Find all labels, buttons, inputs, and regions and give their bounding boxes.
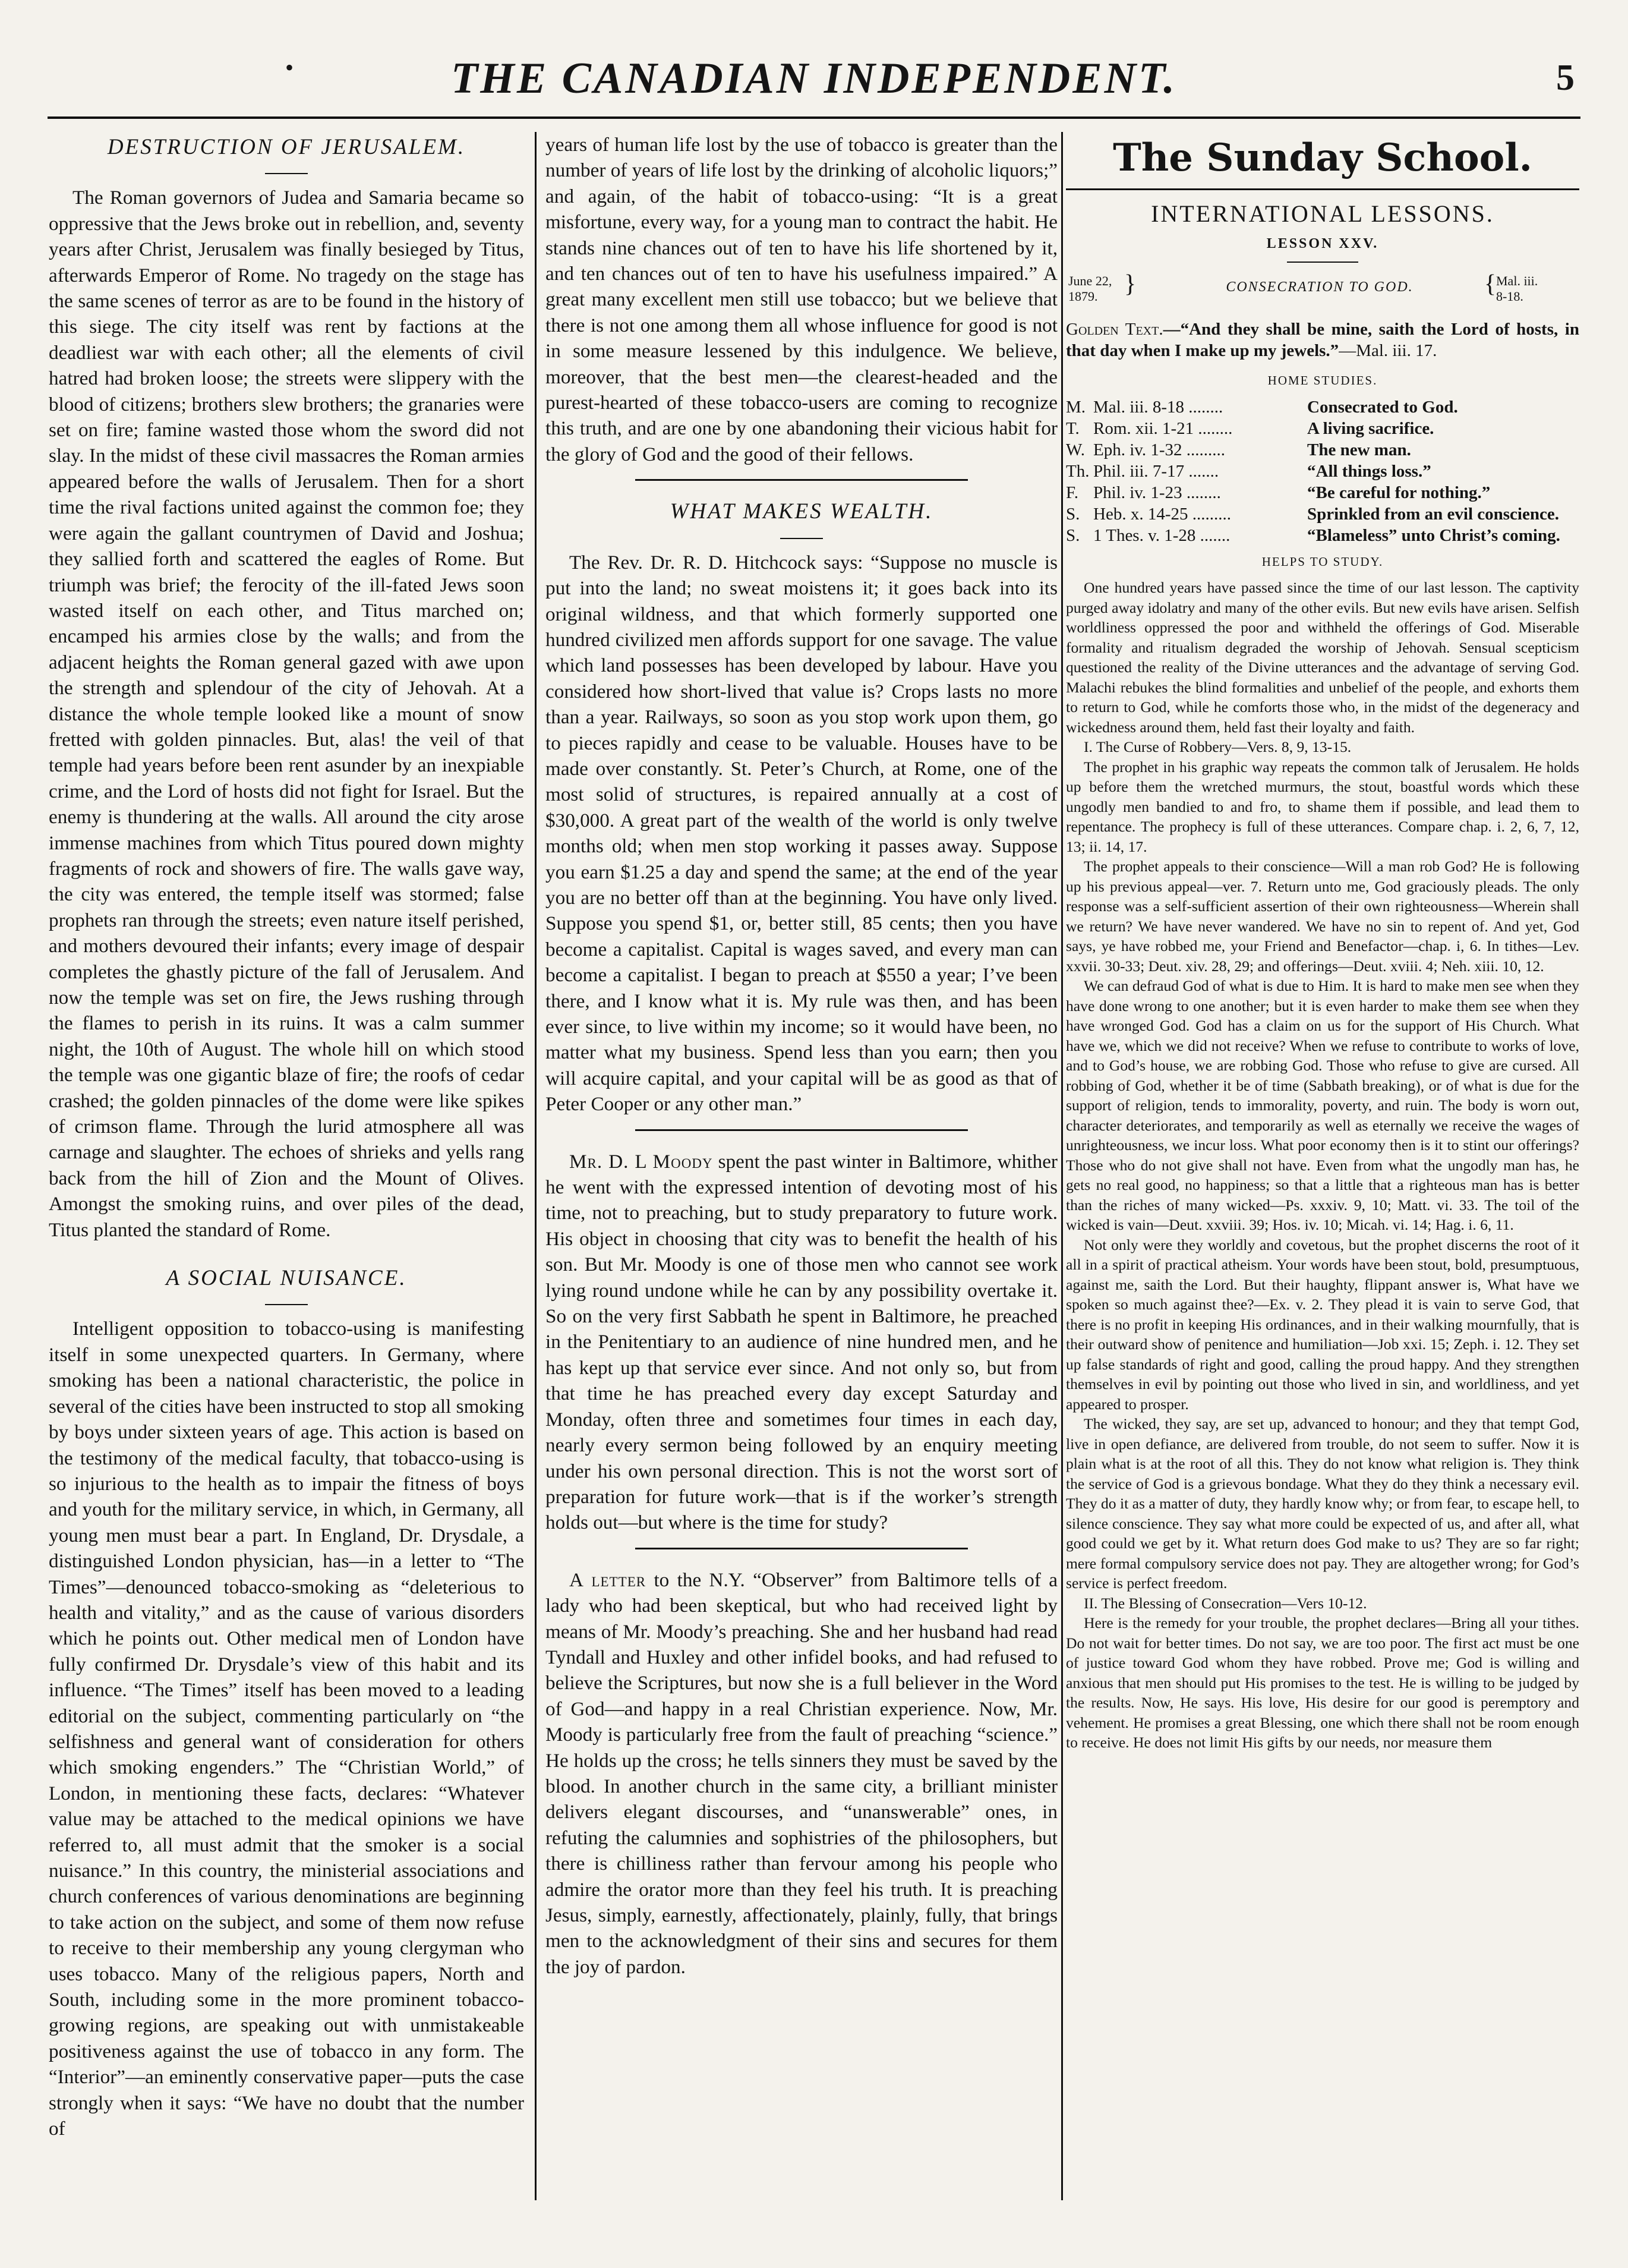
home-study-topic: Sprinkled from an evil conscience. — [1307, 505, 1559, 524]
golden-text-quote: —“And they shall be mine, saith the Lord of hosts, in that day when I make up my jewels.” — [1066, 320, 1579, 360]
title-rule — [265, 173, 308, 174]
home-study-reference: Phil. iv. 1-23 ........ — [1093, 483, 1221, 502]
golden-text-label: Golden Text. — [1066, 320, 1163, 339]
lesson-ref-line: Mal. iii. — [1496, 273, 1538, 288]
home-study-reference: Mal. iii. 8-18 ........ — [1093, 398, 1223, 417]
masthead-rule — [48, 116, 1580, 119]
home-study-day: M. — [1066, 398, 1086, 417]
home-study-topic: Consecrated to God. — [1307, 398, 1458, 417]
study-notes — [1066, 578, 1579, 1753]
article-title-wealth: WHAT MAKES WEALTH. — [670, 499, 933, 524]
continued-paragraph: years of human life lost by the use of tobacco is greater than the number of years of life lost by the drinking of alcoholic liquors;” and again, of the habit of tobacco-using: “It is a great misfortune, every way, for a young man to contract the habit. He stands nine chances out of ten to have his life shortened by it, and ten chances out of ten to have his usefulness impaired.” A great many excellent men still use tobacco; but we believe that there is not one among them all whose influence for good is not in some measure lessened by this indulgence. We believe, moreover, that the best men—the clearest-headed and the purest-hearted of these tobacco-users are coming to recognize this truth, and are one by one abandoning their vicious habit for the glory of God and the good of their fellows. — [545, 134, 1058, 465]
home-study-reference: Heb. x. 14-25 ......... — [1093, 505, 1231, 524]
separator-rule — [635, 479, 968, 481]
article-paragraph-letter — [545, 1567, 1058, 1980]
lesson-meta — [1066, 270, 1579, 311]
page-number: 5 — [1556, 58, 1575, 98]
separator-rule — [635, 1548, 968, 1549]
section-heading: I. The Curse of Robbery—Vers. 8, 9, 13-15. — [1084, 738, 1352, 755]
home-study-row — [1066, 396, 1579, 418]
masthead — [48, 53, 1580, 119]
home-study-row — [1066, 418, 1579, 439]
lesson-reference — [1496, 273, 1567, 304]
masthead-dot: • — [285, 54, 294, 81]
lesson-ref-line: 8-18. — [1496, 289, 1523, 304]
article-title-social-nuisance: A SOCIAL NUISANCE. — [166, 1266, 407, 1291]
section-rule — [1066, 188, 1579, 190]
lesson-number: LESSON XXV. — [1266, 236, 1379, 251]
notes-paragraph: We can defraud God of what is due to Him. It is hard to make men see when they have done wrong to one another; but it is even harder to make them see when they have wronged God. God has a claim on us for the support of His Church. What have we, which we did not receive? When we refuse to contribute to works of love, and to God’s house, we are robbing God. Those who refuse to give are cursed. All robbing of God, whether it be of time (Sabbath breaking), or of what is due for the support of religion, tends to immorality, poverty, and ruin. The body is worn out, character deteriorates, and temporarily as well as eternally we receive the wages of unrighteousness, we incur loss. What poor economy then is it to stint our offerings? Those who do not give shall not have. Even from what the ungodly man has, he gets no real good, no happiness; so that a little that a righteous man has is better than the riches of many wicked—Ps. xxxiv. 9, 10; Matt. vi. 33. The toil of the wicked is vain—Deut. xxviii. 39; Hos. iv. 10; Micah. vi. 14; Hag. i. 6, 11. — [1066, 977, 1579, 1233]
title-rule — [780, 538, 823, 539]
article-title-destruction: DESTRUCTION OF JERUSALEM. — [107, 135, 466, 159]
home-study-topic: “All things loss.” — [1307, 462, 1431, 481]
home-study-topic: A living sacrifice. — [1307, 419, 1434, 438]
lessons-heading: INTERNATIONAL LESSONS. — [1151, 200, 1494, 227]
helps-title: HELPS TO STUDY. — [1261, 555, 1384, 569]
home-study-day: S. — [1066, 505, 1080, 524]
separator-rule — [635, 1129, 968, 1131]
paragraph-text: spent the past winter in Baltimore, whither he went with the expressed intention of devoting most of his time, not to preaching, but to study preparatory to future work. His object in choosing that city was to benefit the health of his son. But Mr. Moody is one of those men who cannot see work lying round undone while he can by any possibility overtake it. So on the very first Sabbath he spent in Baltimore, he preached in the Penitentiary to an audience of nine hundred men, and he has kept up that service ever since. And not only so, but from that time he has preached every day except Saturday and Monday, often three and sometimes four times in each day, nearly every sermon being followed by an enquiry meeting under his own personal direction. This is not the worst sort of preparation for future work—that is if the worker’s strength holds out—but where is the time for study? — [545, 1150, 1058, 1534]
notes-paragraph: Here is the remedy for your trouble, the prophet declares—Bring all your tithes. Do not wait for better times. Do not say, we are too poor. The first act must be one of justice toward God whom they have robbed. Prove me; God is willing and anxious that men should put His promises to the test. He is willing to be judged by the results. Now, He says. His love, His desire for our good is peremptory and vehement. He promises a great Blessing, one which there shall not be room enough to receive. He does not limit His gifts by our needs, nor measure them — [1066, 1614, 1579, 1751]
home-study-reference: Eph. iv. 1-32 ......... — [1093, 440, 1226, 459]
article-paragraph: The Roman governors of Judea and Samaria became so oppressive that the Jews broke out in rebellion, and, seventy years after Christ, Jerusalem was finally besieged by Titus, afterwards Emperor of Rome. No tragedy on the stage has the same scenes of terror as are to be found in the history of this siege. The city itself was rent by factions at the deadliest war with each other; all the elements of civil hatred had broken loose; the streets were slippery with the blood of citizens; brothers slew brothers; the granaries were set on fire; famine wasted those whom the sword did not slay. In the midst of these civil massacres the Roman armies appeared before the walls of Jerusalem. Then for a short time the rival factions united against the common foe; they were again the gallant countrymen of David and Joshua; they sallied forth and scattered the eagles of Rome. But triumph was brief; the ferocity of the ill-fated Jews soon wasted itself on each other, and Titus marched on; encamped his armies close by the walls; and from the adjacent heights the Roman general gazed with awe upon the strength and splendour of the city of Jehovah. At a distance the whole temple looked like a mount of snow fretted with golden pinnacles. But, alas! the veil of that temple had years before been rent asunder by an inexpiable crime, and the Lord of hosts did not fight for Israel. But the enemy is thundering at the walls. All around the city arose immense machines from which Titus poured down mighty fragments of rock and showers of fire. The walls gave way, the city was entered, the temple itself was stormed; false prophets ran through the streets; even nature itself perished, and mothers devoured their infants; every image of despair completes the ghastly picture of the fall of Jerusalem. And now the temple was set on fire, the Jews rushing through the flames to perish in its ruins. It was a calm summer night, the 10th of August. The whole hill on which stood the temple was one gigantic blaze of fire; the roofs of cedar crashed; the golden pinnacles of the dome were like spikes of crimson flame. Through the lurid atmosphere all was carnage and slaughter. The echoes of shrieks and yells rang back from the hill of Zion and the Mount of Olives. Amongst the smoking ruins, and over piles of the dead, Titus planted the standard of Rome. — [49, 187, 524, 1241]
article-paragraph: The Rev. Dr. R. D. Hitchcock says: “Suppose no muscle is put into the land; no sweat moistens it; it goes back into its original wildness, and that which formerly supported one hundred civilized men affords support for one savage. The value which land possesses has been developed by labour. Have you considered how short-lived that value is? Crops lasts no more than a year. Railways, so soon as you stop work upon them, go to pieces rapidly and cease to be valuable. Houses have to be made over constantly. St. Peter’s Church, at Rome, one of the most solid of structures, is repaired annually at a cost of $30,000. A great part of the wealth of the world is only twelve months old; when men stop working it passes away. Suppose you earn $1.25 a day and spend the same; at the end of the year you are no better off than at the beginning. You have only lived. Suppose you spend $1, or, better still, 85 cents; then you have become a capitalist. Capital is wages saved, and every man can become a capitalist. I began to preach at $550 a year; I’ve been there, and I know what it is. My rule was then, and has been ever since, to live within my income; so it would have been, no matter what my business. Spend less than you earn; then you will acquire capital, and your capital will be as good as that of Peter Cooper or any other man.” — [545, 551, 1058, 1116]
lesson-date-line: June 22, — [1068, 273, 1112, 288]
lesson-rule — [1287, 262, 1358, 263]
home-studies-title: HOME STUDIES. — [1267, 373, 1378, 388]
section-heading: II. The Blessing of Consecration—Vers 10-12. — [1084, 1594, 1367, 1612]
lead-words: A letter — [569, 1568, 646, 1591]
golden-text — [1066, 319, 1579, 361]
home-study-topic: “Blameless” unto Christ’s coming. — [1307, 526, 1560, 545]
notes-paragraph: Not only were they worldly and covetous, but the prophet discerns the root of it all in a spirit of practical atheism. Your words have been stout, bold, presumptuous, against me, saith the Lord. But their haughty, flippant answer is, What have we spoken so much against thee?—Ex. v. 2. They plead it is vain to serve God, that there is no profit in keeping His ordinances, and in their walking mournfully, that is their outward show of penitence and humiliation—Job xxi. 15; Zeph. i. 12. They set up false standards of right and good, calling the proud happy. And they strengthen themselves in evil by pointing out those who lived in sin, and worldliness, and yet appeared to prosper. — [1066, 1236, 1579, 1413]
column-1 — [49, 132, 524, 2200]
home-study-reference: 1 Thes. v. 1-28 ....... — [1093, 526, 1231, 545]
paragraph-text: to the N.Y. “Observer” from Baltimore tells of a lady who had been skeptical, but who had received light by means of Mr. Moody’s preaching. She and her husband had read Tyndall and Huxley and other infidel books, and had refused to believe the Scriptures, but now she is a full believer in the Word of God—and happy in a real Christian experience. Now, Mr. Moody is particularly free from the fault of preaching “science.” He holds up the cross; he tells sinners they must be saved by the blood. In another church in the same city, a brilliant minister delivers elegant discourses, and “unanswerable” ones, in refuting the calumnies and sophistries of the philosophers, but there is chilliness rather than fervour among his people who admire the orator more than they feel his truth. It is preaching Jesus, simply, earnestly, affectionately, plainly, fully, that brings men to the acknowledgment of their sins and secures for them the joy of pardon. — [545, 1568, 1058, 1978]
golden-text-ref: —Mal. iii. 17. — [1339, 341, 1437, 360]
home-study-day: F. — [1066, 483, 1079, 502]
column-divider-1 — [535, 132, 537, 2200]
section-title: The Sunday School. — [1113, 136, 1532, 180]
lead-words: Mr. D. L Moody — [569, 1150, 713, 1173]
newspaper-title: THE CANADIAN INDEPENDENT. — [451, 54, 1177, 103]
lesson-date-line: 1879. — [1068, 289, 1098, 304]
column-2 — [545, 132, 1058, 2224]
home-study-row — [1066, 482, 1579, 503]
home-study-topic: The new man. — [1307, 440, 1411, 459]
brace-glyph: } — [1124, 270, 1137, 298]
article-paragraph: Intelligent opposition to tobacco-using is manifesting itself in some unexpected quarters. In Germany, where smoking has been a national characteristic, the police in several of the cities have been instructed to stop all smoking by boys under sixteen years of age. This action is based on the testimony of the medical faculty, that tobacco-using is so injurious to the health as to impair the fitness of boys and youth for the military service, in which, in Germany, all young men must bear a part. In England, Dr. Drysdale, a distinguished London physician, has—in a letter to “The Times”—denounced tobacco-smoking as “deleterious to health and vitality,” and as the cause of various disorders which he points out. Other medical men of London have fully confirmed Dr. Drysdale’s view of this habit and its influence. “The Times” itself has been moved to a leading editorial on the subject, commenting particularly on “the selfishness and general want of consideration for others which smoking engenders.” The “Christian World,” of London, in mentioning these facts, declares: “Whatever value may be attached to the medical opinions we have referred to, all must admit that the smoker is a social nuisance.” In this country, the ministerial associations and church conferences of various denominations are beginning to take action on the subject, and some of them now refuse to receive to their membership any young clergyman who uses tobacco. Many of the religious papers, North and South, including some in the more prominent tobacco-growing regions, are speaking out with unmistakeable positiveness against the use of tobacco in any form. The “Interior”—an eminently conservative paper—puts the case strongly when it says: “We have no doubt that the number of — [49, 1318, 524, 2140]
home-study-topic: “Be careful for nothing.” — [1307, 483, 1491, 502]
lesson-theme: CONSECRATION TO GOD. — [1226, 279, 1414, 295]
home-study-row — [1066, 461, 1579, 482]
notes-paragraph: The wicked, they say, are set up, advanced to honour; and they that tempt God, live in open defiance, are delivered from trouble, do not seem to suffer. Now it is plain what is at the root of all this. They do not know what religion is. They think the service of God is a grievous bondage. What they do they think a necessary evil. They do it as a matter of duty, they hardly know why; or from fear, to escape hell, to silence conscience. They say what more could be expected of us, and after all, what good could we get by it. What return does God make to us? They are so far right; mere formal compulsory service does not pay. They are altogether wrong; for God’s service is perfect freedom. — [1066, 1415, 1579, 1592]
notes-paragraph: The prophet in his graphic way repeats the common talk of Jerusalem. He holds up before them the wretched murmurs, the stout, boastful words which these ungodly men bandied to and fro, to shame them if possible, and lead them to repentance. The prophecy is full of these utterances. Compare chap. i. 2, 6, 7, 12, 13; ii. 14, 17. — [1066, 758, 1579, 855]
home-study-row — [1066, 525, 1579, 546]
notes-paragraph: The prophet appeals to their conscience—Will a man rob God? He is following up his previous appeal—ver. 7. Return unto me, God graciously pleads. The only response was a self-sufficient assertion of their own righteousness—Wherein shall we return? We have never wandered. We have no sin to repent of. And yet, God says, ye have robbed me, your Friend and Benefactor—chap. i, 6. In tithes—Lev. xxvii. 30-33; Deut. xiv. 28, 29; and offerings—Deut. xviii. 4; Neh. xiii. 10, 12. — [1066, 858, 1579, 975]
home-study-reference: Rom. xii. 1-21 ........ — [1093, 419, 1233, 438]
home-study-day: Th. — [1066, 462, 1090, 481]
home-study-day: W. — [1066, 440, 1085, 459]
home-study-day: S. — [1066, 526, 1080, 545]
home-studies-table — [1066, 396, 1579, 546]
title-rule — [265, 1304, 308, 1305]
brace-glyph: { — [1484, 270, 1496, 298]
home-study-row — [1066, 439, 1579, 461]
column-3 — [1066, 132, 1579, 2236]
home-study-row — [1066, 503, 1579, 525]
home-study-day: T. — [1066, 419, 1080, 438]
notes-paragraph: One hundred years have passed since the time of our last lesson. The captivity purged away idolatry and many of the other evils. But new evils have arisen. Selfish worldliness oppressed the poor and withheld the offerings of God. Miserable formality and ritualism degraded the worship of Jehovah. Sensual scepticism questioned the reality of the Divine utterances and the advantage of serving God. Malachi rebukes the blind formalities and unbelief of the people, and exhorts them to return to God, while he comforts those who, in the midst of the degeneracy and wickedness around them, held fast their loyalty and faith. — [1066, 579, 1579, 736]
column-divider-2 — [1061, 132, 1063, 2200]
article-paragraph-moody — [545, 1149, 1058, 1536]
home-study-reference: Phil. iii. 7-17 ....... — [1093, 462, 1219, 481]
